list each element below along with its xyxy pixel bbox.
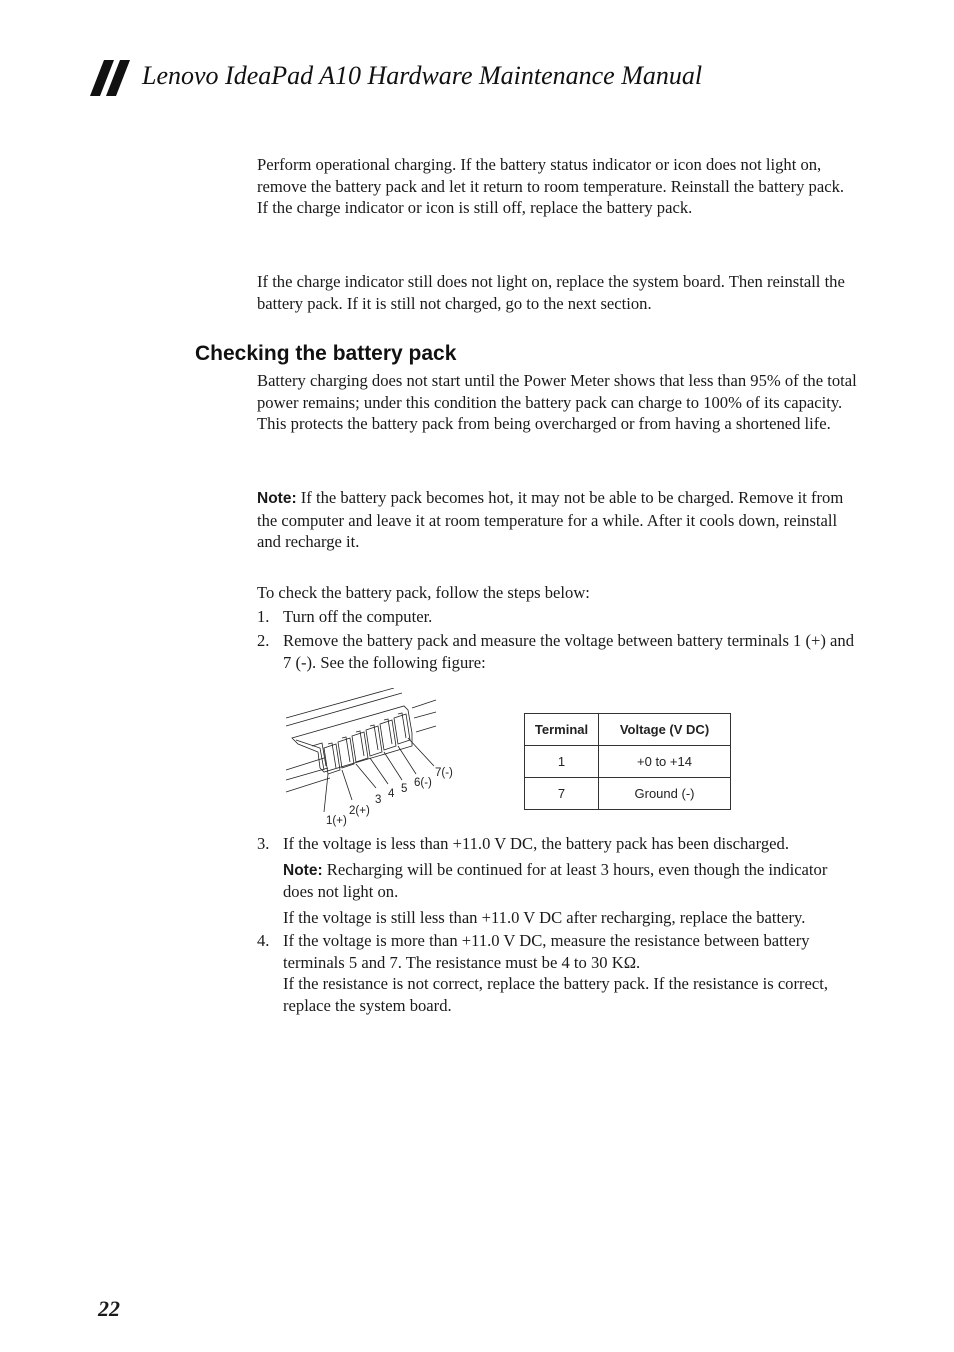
note-label: Note: xyxy=(283,861,323,879)
table-header-cell: Terminal xyxy=(525,714,599,746)
step-extra: If the resistance is not correct, replace the battery pack. If the resistance is correct, replace the system board. xyxy=(283,974,829,1016)
table-cell: 1 xyxy=(525,746,599,778)
header-slash-mark xyxy=(90,60,136,96)
table-cell: 7 xyxy=(525,778,599,810)
note-label: Note: xyxy=(257,490,297,507)
page-number: 22 xyxy=(98,1296,120,1321)
note-paragraph xyxy=(257,487,857,553)
terminal-label: 7(-) xyxy=(435,767,453,779)
note-text: If the battery pack becomes hot, it may not be able to be charged. Remove it from the computer and leave it at room temperature for a while. After it cools down, reinstall and recharge it. xyxy=(257,488,844,552)
terminal-label: 3 xyxy=(375,794,382,806)
step-text: If the voltage is more than +11.0 V DC, measure the resistance between battery terminals 5 and 7. The resistance must be 4 to 30 KΩ. xyxy=(283,931,810,972)
terminal-label: 4 xyxy=(388,788,395,800)
step-number: 4. xyxy=(257,931,270,950)
intro-paragraph-2: If the charge indicator still does not light on, replace the system board. Then reinstall the battery pack. If it is still not charged, go to the next section. xyxy=(257,272,845,313)
battery-terminal-figure xyxy=(284,688,464,834)
step-body xyxy=(283,930,858,1017)
table-row xyxy=(525,778,731,810)
table-row xyxy=(525,746,731,778)
step-number: 3. xyxy=(257,834,270,853)
terminal-label: 5 xyxy=(401,783,408,795)
intro-paragraph-1: Perform operational charging. If the battery status indicator or icon does not light on, remove the battery pack and let it return to room temperature. Reinstall the battery pack. If the charge indicator or icon is still off, replace the battery pack. xyxy=(257,155,845,218)
step-extra: If the voltage is still less than +11.0 V DC after recharging, replace the battery. xyxy=(283,908,806,928)
step-text: Remove the battery pack and measure the voltage between battery terminals 1 (+) and 7 (-). See the following figure: xyxy=(283,631,855,672)
step-text: Turn off the computer. xyxy=(283,607,433,626)
step-text: If the voltage is less than +11.0 V DC, the battery pack has been discharged. xyxy=(283,834,789,853)
step-number: 2. xyxy=(257,631,270,650)
terminal-label: 6(-) xyxy=(414,777,432,789)
terminal-label: 1(+) xyxy=(326,815,347,827)
section-paragraph: Battery charging does not start until the Power Meter shows that less than 95% of the total power remains; under this condition the battery pack can charge to 100% of its capacity. This protects the battery pack from being overcharged or from having a shortened life. xyxy=(257,371,857,434)
manual-title: Lenovo IdeaPad A10 Hardware Maintenance Manual xyxy=(142,61,703,90)
section-heading: Checking the battery pack xyxy=(195,342,457,365)
note-text: Recharging will be continued for at least 3 hours, even though the indicator does not light on. xyxy=(283,859,828,902)
voltage-table xyxy=(524,713,731,810)
table-cell: Ground (-) xyxy=(599,778,731,810)
terminal-label: 2(+) xyxy=(349,805,370,817)
table-header-row xyxy=(525,714,731,746)
step-note xyxy=(283,859,858,903)
step-body xyxy=(283,833,858,929)
table-header-cell: Voltage (V DC) xyxy=(599,714,731,746)
table-cell: +0 to +14 xyxy=(599,746,731,778)
steps-intro: To check the battery pack, follow the steps below: xyxy=(257,583,590,602)
step-number: 1. xyxy=(257,607,270,626)
